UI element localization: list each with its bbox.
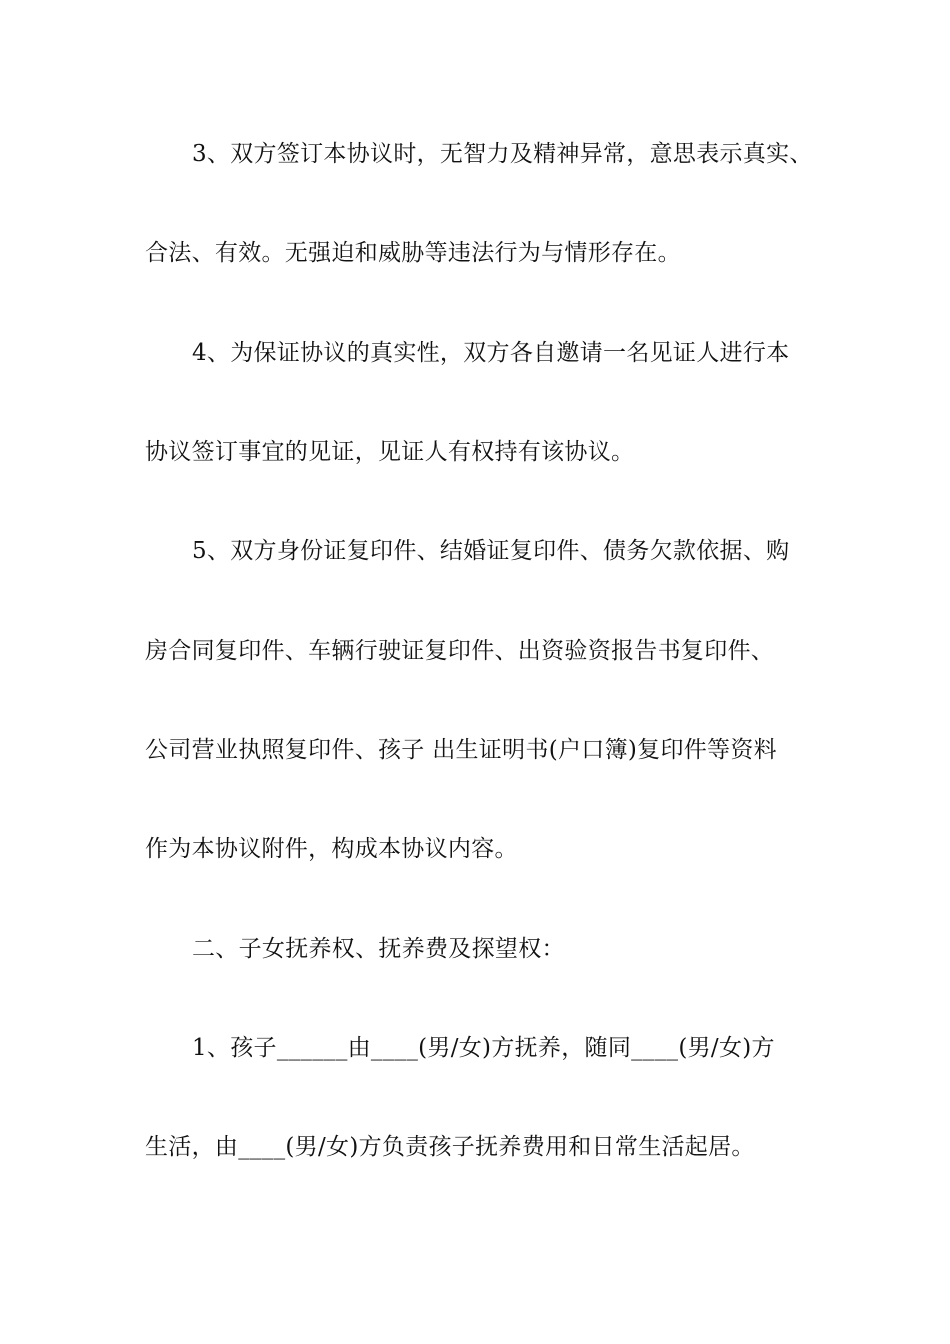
paragraph-3-line-1: 3、双方签订本协议时，无智力及精神异常，意思表示真实、 (192, 141, 813, 167)
paragraph-4-line-1: 4、为保证协议的真实性，双方各自邀请一名见证人进行本 (192, 340, 790, 366)
custody-clause-line-2: 生活，由____(男/女)方负责孩子抚养费用和日常生活起居。 (145, 1134, 755, 1160)
paragraph-5-line-2: 房合同复印件、车辆行驶证复印件、出资验资报告书复印件、 (145, 638, 775, 664)
custody-clause-line-1: 1、孩子______由____(男/女)方抚养，随同____(男/女)方 (192, 1035, 775, 1061)
paragraph-5-line-4: 作为本协议附件，构成本协议内容。 (145, 836, 518, 862)
section-heading-child-custody: 二、子女抚养权、抚养费及探望权： (192, 936, 565, 962)
paragraph-4-line-2: 协议签订事宜的见证，见证人有权持有该协议。 (145, 439, 635, 465)
paragraph-5-line-1: 5、双方身份证复印件、结婚证复印件、债务欠款依据、购 (192, 538, 790, 564)
paragraph-5-line-3: 公司营业执照复印件、孩子 出生证明书(户口簿)复印件等资料 (145, 737, 777, 763)
paragraph-3-line-2: 合法、有效。无强迫和威胁等违法行为与情形存在。 (145, 240, 681, 266)
